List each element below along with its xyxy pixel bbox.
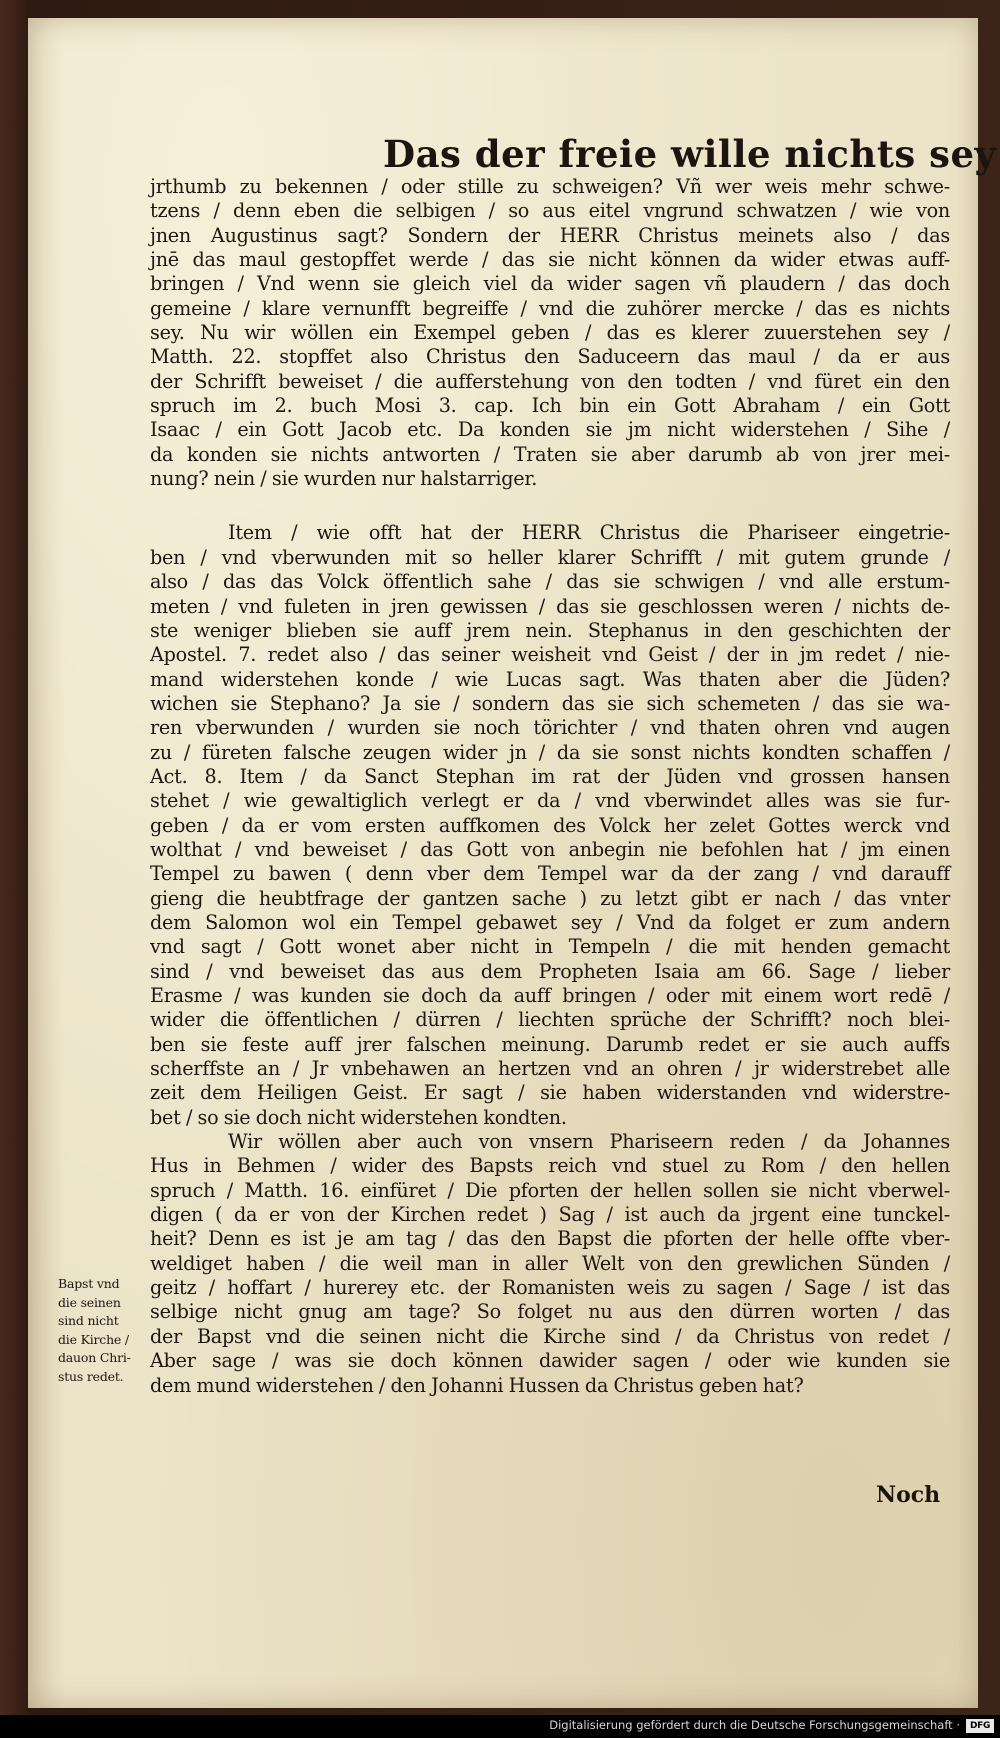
text-line: scherffste an / Jr vnbehawen an hertzen vnd an ohren / jr widerstrebet alle xyxy=(150,1057,950,1081)
text-line: spruch im 2. buch Mosi 3. cap. Ich bin ein Gott Abraham / ein Gott xyxy=(150,394,950,418)
text-line: dem Salomon wol ein Tempel gebawet sey / Vnd da folget er zum andern xyxy=(150,910,950,934)
text-line: wolthat / vnd beweiset / das Gott von anbegin nie befohlen hat / jm einen xyxy=(150,837,950,861)
text-line: ste weniger blieben sie auff jrem nein. Stephanus in den geschichten der xyxy=(150,618,950,642)
paragraph xyxy=(150,1130,950,1398)
marginal-note xyxy=(58,1275,168,1386)
text-line: digen ( da er von der Kirchen redet ) Sag / ist auch da jrgent eine tunckel- xyxy=(150,1203,950,1227)
text-line: bringen / Vnd wenn sie gleich viel da wider sagen vñ plaudern / das doch xyxy=(150,272,950,296)
text-line: heit? Denn es ist je am tag / das den Bapst die pforten der helle offte vber- xyxy=(150,1227,950,1251)
text-line: geben / da er vom ersten auffkomen des Volck her zelet Gottes werck vnd xyxy=(150,813,950,837)
dfg-logo: DFG xyxy=(966,1719,994,1733)
text-line: geitz / hoffart / hurerey etc. der Romanisten weis zu sagen / Sage / ist das xyxy=(150,1276,950,1300)
text-line: Isaac / ein Gott Jacob etc. Da konden sie jm nicht widerstehen / Sihe / xyxy=(150,418,950,442)
text-line: Item / wie offt hat der HERR Christus die Phariseer eingetrie- xyxy=(228,521,950,545)
text-line: wichen sie Stephano? Ja sie / sondern das sie sich schemeten / das sie wa- xyxy=(150,691,950,715)
text-line: der Bapst vnd die seinen nicht die Kirche sind / da Christus von redet / xyxy=(150,1324,950,1348)
text-line: Aber sage / was sie doch können dawider sagen / oder wie kunden sie xyxy=(150,1349,950,1373)
text-line: ben / vnd vberwunden mit so heller klarer Schrifft / mit gutem grunde / xyxy=(150,545,950,569)
text-line: mand widerstehen konde / wie Lucas sagt. Was thaten aber die Jüden? xyxy=(150,667,950,691)
text-line: gieng die heubtfrage der gantzen sache ) zu letzt gibt er nach / das vnter xyxy=(150,886,950,910)
text-line: meten / vnd fuleten in jren gewissen / das sie geschlossen weren / nichts de- xyxy=(150,594,950,618)
text-line: zeit dem Heiligen Geist. Er sagt / sie haben widerstanden vnd widerstre- xyxy=(150,1081,950,1105)
paragraph-gap xyxy=(150,491,950,521)
text-line: der Schrifft beweiset / die aufferstehung von den todten / vnd füret ein den xyxy=(150,369,950,393)
text-line: also / das das Volck öffentlich sahe / das sie schwigen / vnd alle erstum- xyxy=(150,570,950,594)
text-line: zu / füreten falsche zeugen wider jn / da sie sonst nichts kondten schaffen / xyxy=(150,740,950,764)
text-line: vnd sagt / Gott wonet aber nicht in Tempeln / die mit henden gemacht xyxy=(150,935,950,959)
text-line: jnen Augustinus sagt? Sondern der HERR Christus meinets also / das xyxy=(150,223,950,247)
text-line: Tempel zu bawen ( denn vber dem Tempel war da der zang / vnd darauff xyxy=(150,862,950,886)
text-line: selbige nicht gnug am tage? So folget nu aus den dürren worten / das xyxy=(150,1300,950,1324)
text-line: spruch / Matth. 16. einfüret / Die pforten der hellen sollen sie nicht vberwel- xyxy=(150,1178,950,1202)
text-line: Hus in Behmen / wider des Bapsts reich vnd stuel zu Rom / den hellen xyxy=(150,1154,950,1178)
marginal-note-line: dauon Chri- xyxy=(58,1350,131,1365)
running-head: Das der freie wille nichts sey xyxy=(383,132,997,176)
text-line: ren vberwunden / wurden sie noch törichter / vnd thaten ohren vnd augen xyxy=(150,716,950,740)
marginal-note-line: sind nicht xyxy=(58,1313,119,1328)
text-line: tzens / denn eben die selbigen / so aus eitel vngrund schwatzen / wie von xyxy=(150,199,950,223)
marginal-note-line: die Kirche / xyxy=(58,1331,129,1347)
text-line: Wir wöllen aber auch von vnsern Phariseern reden / da Johannes xyxy=(228,1130,950,1154)
text-line: gemeine / klare vernunfft begreiffe / vnd die zuhörer mercke / das es nichts xyxy=(150,296,950,320)
text-line: jnē das maul gestopffet werde / das sie nicht können da wider etwas auff- xyxy=(150,248,950,272)
text-line: nung? nein / sie wurden nur halstarriger. xyxy=(150,467,538,491)
text-line: da konden sie nichts antworten / Traten sie aber darumb ab von jrer mei- xyxy=(150,442,950,466)
paragraph xyxy=(150,175,950,491)
text-line: sey. Nu wir wöllen ein Exempel geben / das es klerer zuuerstehen sey / xyxy=(150,321,950,345)
marginal-note-line: die seinen xyxy=(58,1294,121,1310)
text-line: jrthumb zu bekennen / oder stille zu schweigen? Vñ wer weis mehr schwe- xyxy=(150,175,950,198)
text-line: ben sie feste auff jrer falschen meinung. Darumb redet er sie auch auffs xyxy=(150,1032,950,1056)
text-line: stehet / wie gewaltiglich verlegt er da / vnd vberwindet alles was sie fur- xyxy=(150,789,950,813)
catchword: Noch xyxy=(876,1482,941,1508)
paragraph xyxy=(150,521,950,1130)
text-line: Matth. 22. stopffet also Christus den Saduceern das maul / da er aus xyxy=(150,345,950,369)
text-line: bet / so sie doch nicht widerstehen kondten. xyxy=(150,1105,567,1129)
funding-credit: Digitalisierung gefördert durch die Deutsche Forschungsgemeinschaft · xyxy=(549,1718,960,1732)
text-line: weldiget haben / die weil man in aller Welt von den grewlichen Sünden / xyxy=(150,1251,950,1275)
text-line: dem mund widerstehen / den Johanni Hussen da Christus geben hat? xyxy=(150,1373,804,1397)
text-line: sind / vnd beweiset das aus dem Propheten Isaia am 66. Sage / lieber xyxy=(150,959,950,983)
marginal-note-line: stus redet. xyxy=(58,1368,124,1384)
marginal-note-line: Bapst vnd xyxy=(58,1276,120,1291)
text-line: Erasme / was kunden sie doch da auff bringen / oder mit einem wort redē / xyxy=(150,984,950,1007)
main-text-block xyxy=(150,175,950,1398)
text-line: wider die öffentlichen / dürren / liechten sprüche der Schrifft? noch blei- xyxy=(150,1008,950,1032)
footer-bar xyxy=(0,1715,1000,1738)
text-line: Act. 8. Item / da Sanct Stephan im rat der Jüden vnd grossen hansen xyxy=(150,764,950,788)
text-line: Apostel. 7. redet also / das seiner weisheit vnd Geist / der in jm redet / nie- xyxy=(150,643,950,667)
